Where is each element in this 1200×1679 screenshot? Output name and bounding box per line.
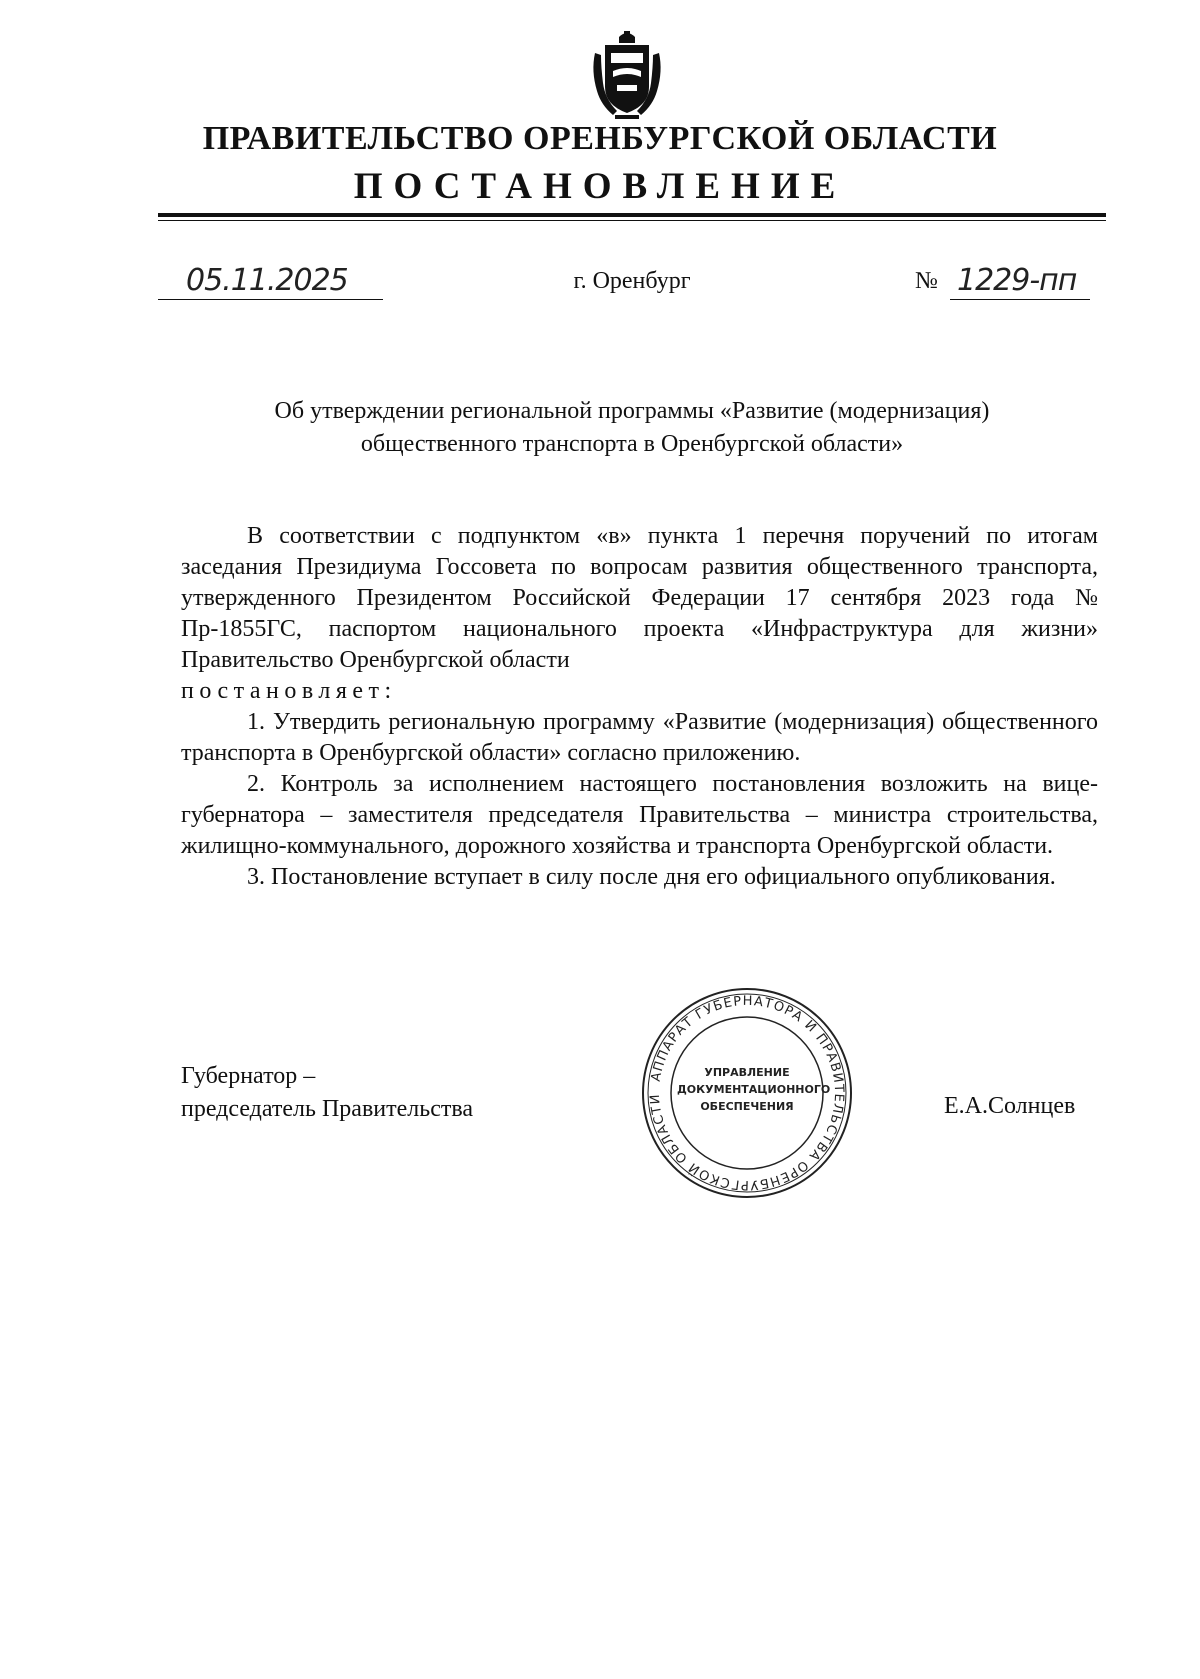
resolves-word: постановляет: [181,678,397,704]
item-1-paragraph: 1. Утвердить региональную программу «Развитие (модернизация) общественного транспорта в Оренбургской области» согласно приложению. [181,709,1098,766]
signatory-role-line-1: Губернатор – [181,1063,316,1089]
document-number: 1229-пп [957,263,1077,298]
document-subject [0,395,1200,461]
subject-line-1: Об утверждении региональной программы «Развитие (модернизация) [274,398,990,424]
signatory-name: Е.А.Солнцев [944,1093,1076,1119]
item-2-paragraph: 2. Контроль за исполнением настоящего постановления возложить на вице-губернатора – заместителя председателя Правительства – министра строительства, жилищно-коммунального, дорожного хозяйства и транспорта Оренбургской области. [181,771,1098,859]
stamp-center-line-1: УПРАВЛЕНИЕ [704,1066,790,1079]
document-type-heading: ПОСТАНОВЛЕНИЕ [353,166,847,207]
subject-line-2: общественного транспорта в Оренбургской области» [360,431,904,457]
document-date: 05.11.2025 [186,263,348,298]
signatory-role [181,1060,473,1126]
city-label: г. Оренбург [573,268,691,294]
stamp-center-line-2: ДОКУМЕНТАЦИОННОГО [677,1083,831,1096]
official-stamp [640,986,854,1200]
stamp-ring-text: АППАРАТ ГУБЕРНАТОРА И ПРАВИТЕЛЬСТВА ОРЕНБУРГСКОЙ ОБЛАСТИ [647,993,847,1193]
signatory-role-line-2: председатель Правительства [181,1096,474,1122]
header-rule-thin [158,220,1106,221]
stamp-center-text [677,1064,831,1115]
item-3-paragraph: 3. Постановление вступает в силу после дня его официального опубликования. [247,864,1056,890]
header-rule-thick [158,213,1106,217]
preamble-paragraph: В соответствии с подпунктом «в» пункта 1 перечня поручений по итогам заседания Президиума Госсовета по вопросам развития общественного транспорта, утвержденного Президентом Российской Федерации 17 сентября 2023 года № Пр-1855ГС, паспортом национального проекта «Инфраструктура для жизни» Правительство Оренбургской области [181,523,1098,673]
document-body [181,521,1098,893]
organization-title: ПРАВИТЕЛЬСТВО ОРЕНБУРГСКОЙ ОБЛАСТИ [202,120,998,157]
coat-of-arms-emblem [591,31,663,119]
number-sign: № [915,268,938,294]
stamp-center-line-3: ОБЕСПЕЧЕНИЯ [700,1100,794,1113]
